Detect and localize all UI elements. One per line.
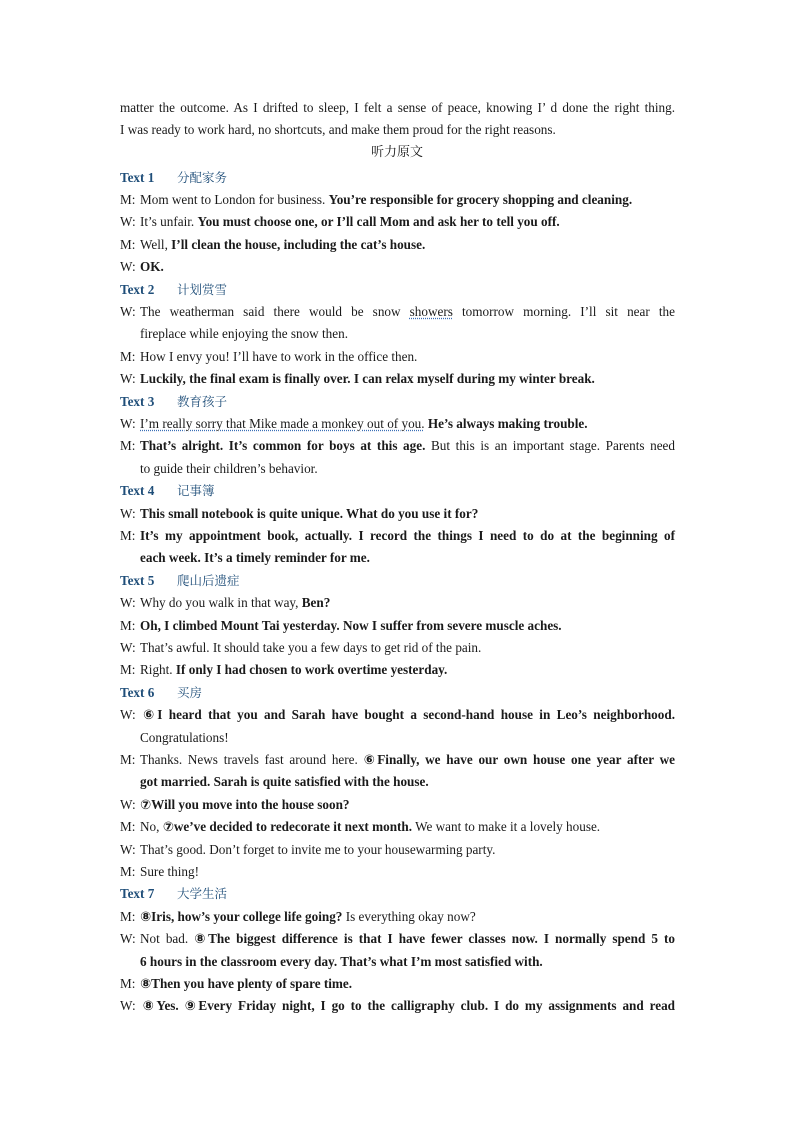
text-3-heading: Text 3 教育孩子 xyxy=(120,394,228,409)
text-2-heading: Text 2 计划赏雪 xyxy=(120,282,228,297)
text-1-line-3: M: Well, I’ll clean the house, including the cat’s house. xyxy=(120,237,426,252)
text-7-line-2: W: Not bad. ⑧The biggest difference is that I have fewer classes now. I normally spend 5 to xyxy=(120,931,675,947)
text-2-line-1-cont: fireplace while enjoying the snow then. xyxy=(140,326,349,341)
text-1-line-2: W: It’s unfair. You must choose one, or I’ll call Mom and ask her to tell you off. xyxy=(120,214,560,229)
text-7-line-4: W: ⑧Yes. ⑨Every Friday night, I go to the calligraphy club. I do my assignments and read xyxy=(120,998,676,1014)
text-6-line-4: M: No, ⑦we’ve decided to redecorate it next month. We want to make it a lovely house. xyxy=(120,819,601,835)
section-title: 听力原文 xyxy=(370,145,423,160)
text-6-line-2-cont: got married. Sarah is quite satisfied with the house. xyxy=(140,774,429,789)
text-5-line-4: M: Right. If only I had chosen to work overtime yesterday. xyxy=(120,662,448,677)
text-5-line-1: W: Why do you walk in that way, Ben? xyxy=(120,595,331,610)
text-2-line-3: W: Luckily, the final exam is finally over. I can relax myself during my winter break. xyxy=(120,371,595,386)
text-6-line-3: W: ⑦Will you move into the house soon? xyxy=(120,797,350,813)
text-5-line-3: W: That’s awful. It should take you a few days to get rid of the pain. xyxy=(120,640,482,655)
text-1-heading: Text 1 分配家务 xyxy=(120,170,228,185)
text-1-line-1: M: Mom went to London for business. You’re responsible for grocery shopping and cleaning. xyxy=(120,192,633,207)
text-5-line-2: M: Oh, I climbed Mount Tai yesterday. Now I suffer from severe muscle aches. xyxy=(120,618,562,633)
text-6-line-2: M: Thanks. News travels fast around here. ⑥Finally, we have our own house one year after we xyxy=(120,752,676,768)
text-4-line-2: M: It’s my appointment book, actually. I record the things I need to do at the beginning of xyxy=(120,528,675,543)
text-6-line-1-cont: Congratulations! xyxy=(140,730,229,745)
text-3-line-1: W: I’m really sorry that Mike made a monkey out of you. He’s always making trouble. xyxy=(120,416,588,431)
text-2-line-1: W: The weatherman said there would be snow showers tomorrow morning. I’ll sit near the xyxy=(120,304,675,319)
text-6-heading: Text 6 买房 xyxy=(120,685,203,700)
text-3-line-2: M: That’s alright. It’s common for boys at this age. But this is an important stage. Parents need xyxy=(120,438,675,453)
text-7-line-2-cont: 6 hours in the classroom every day. That’s what I’m most satisfied with. xyxy=(140,954,543,969)
text-4-line-1: W: This small notebook is quite unique. What do you use it for? xyxy=(120,506,479,521)
text-4-heading: Text 4 记事簿 xyxy=(120,483,215,498)
text-5-heading: Text 5 爬山后遗症 xyxy=(120,573,240,588)
text-4-line-2-cont: each week. It’s a timely reminder for me. xyxy=(140,550,370,565)
intro-line-2: I was ready to work hard, no shortcuts, and make them proud for the right reasons. xyxy=(120,122,556,137)
text-6-line-1: W: ⑥I heard that you and Sarah have bought a second-hand house in Leo’s neighborhood. xyxy=(120,707,675,723)
text-2-line-2: M: How I envy you! I’ll have to work in the office then. xyxy=(120,349,418,364)
text-7-heading: Text 7 大学生活 xyxy=(120,886,228,901)
text-1-line-4: W: OK. xyxy=(120,259,164,274)
text-6-line-6: M: Sure thing! xyxy=(120,864,199,879)
text-6-line-5: W: That’s good. Don’t forget to invite me to your housewarming party. xyxy=(120,842,496,857)
text-7-line-1: M: ⑧Iris, how’s your college life going? Is everything okay now? xyxy=(120,909,476,925)
text-7-line-3: M: ⑧Then you have plenty of spare time. xyxy=(120,976,353,992)
intro-line-1: matter the outcome. As I drifted to sleep, I felt a sense of peace, knowing I’ d done the right thing. xyxy=(120,100,675,115)
text-3-line-2-cont: to guide their children’s behavior. xyxy=(140,461,318,476)
